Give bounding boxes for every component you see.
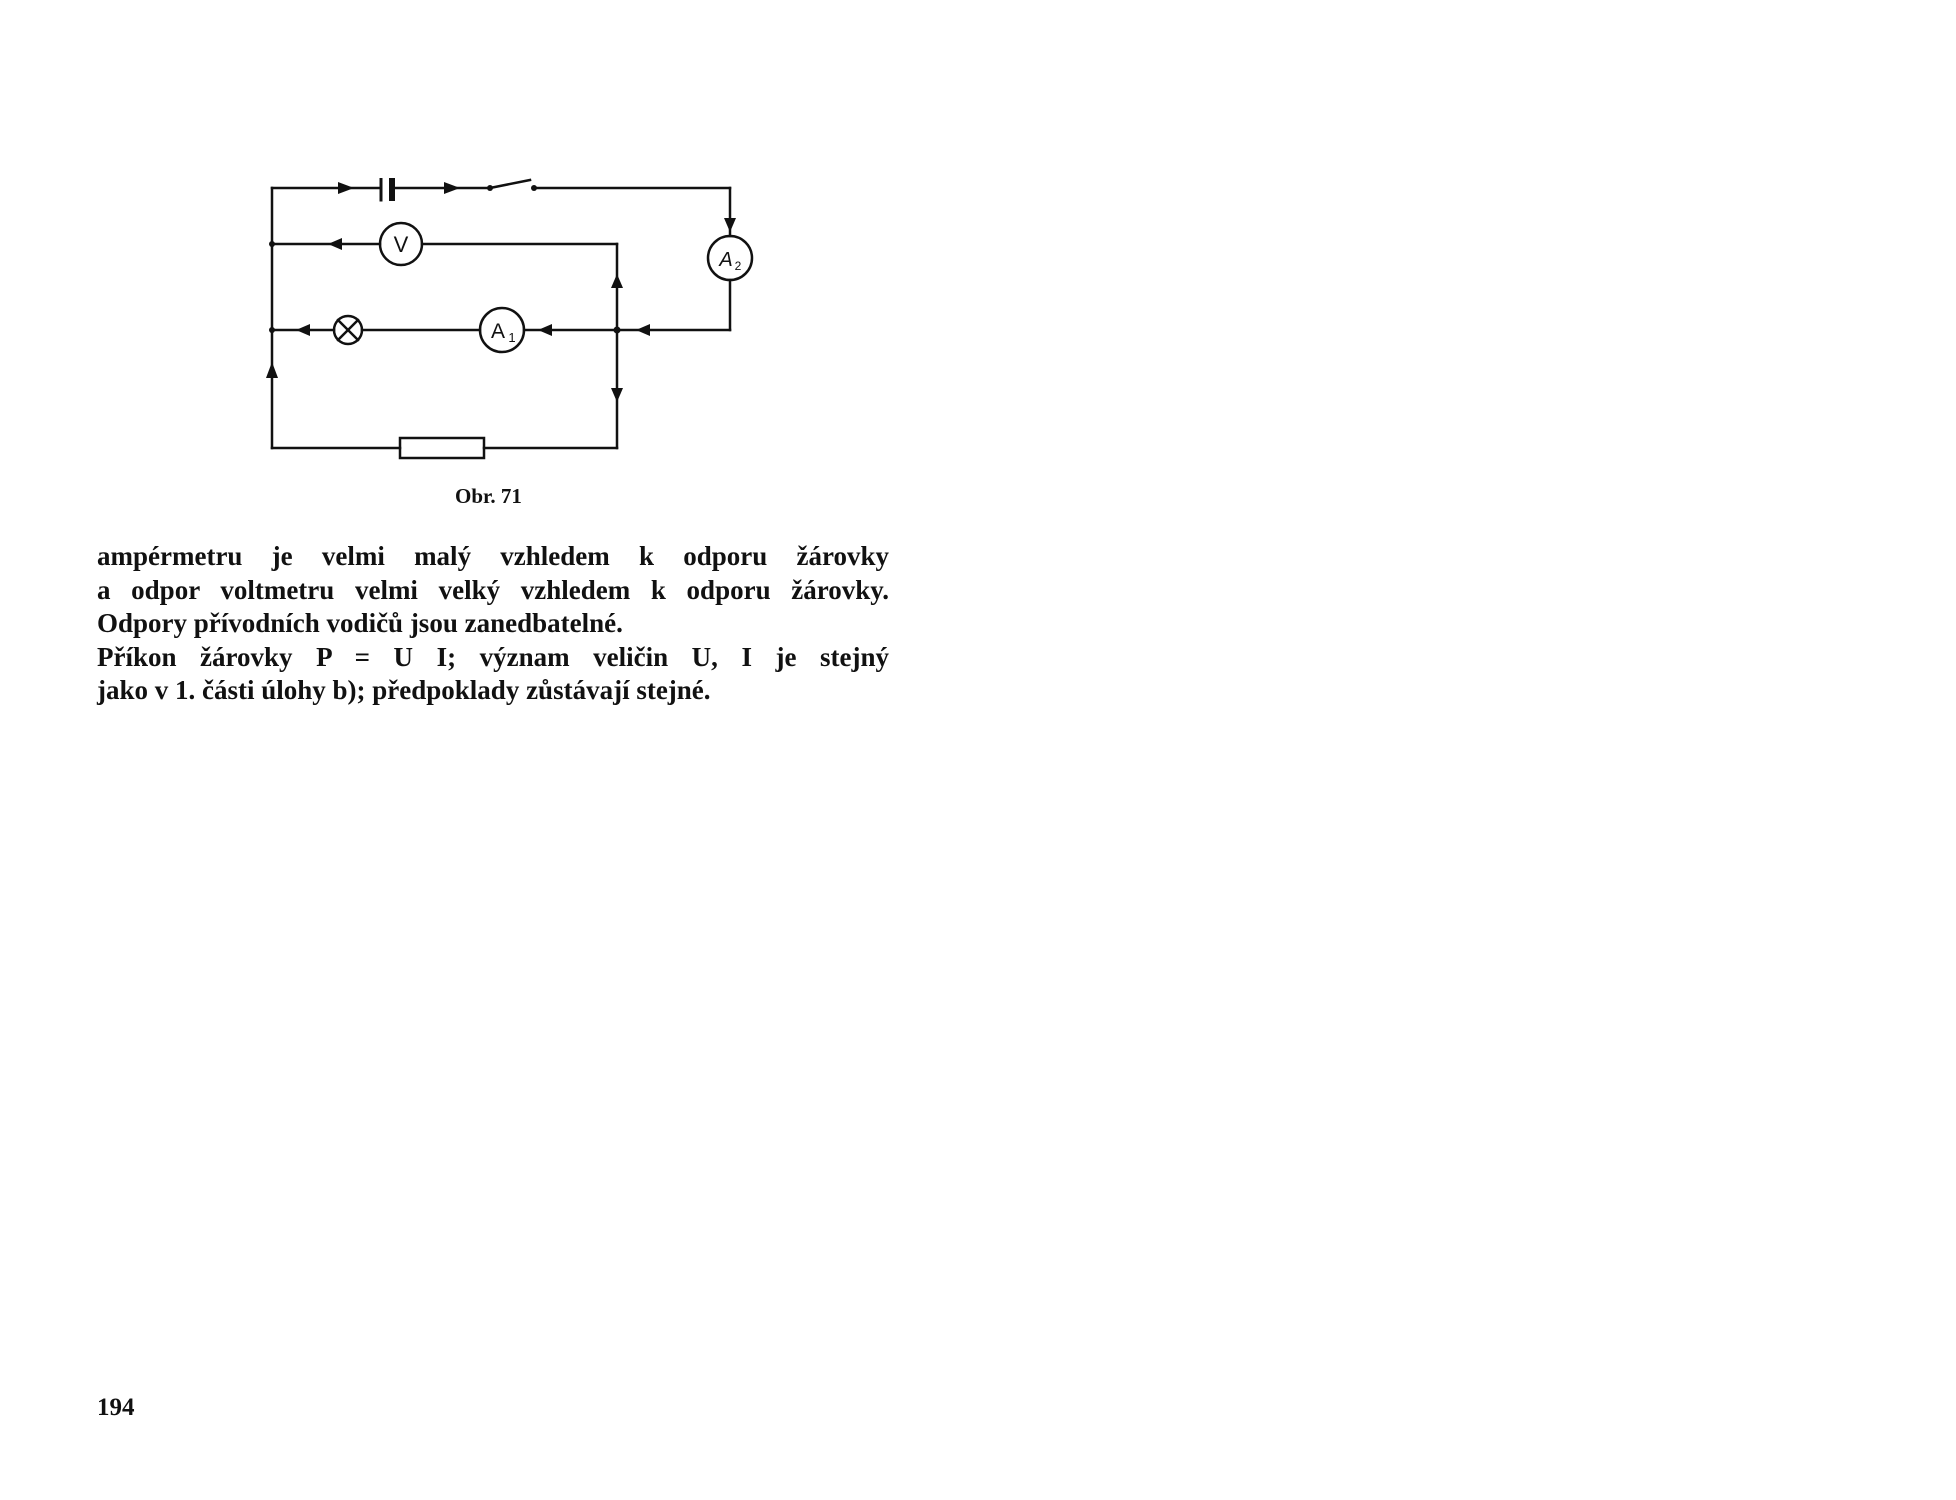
- ammeter-1-subscript: 1: [508, 330, 516, 345]
- figure-caption: Obr. 71: [455, 484, 522, 508]
- ammeter-2-label: A: [719, 249, 733, 271]
- ammeter-2-subscript: 2: [734, 259, 742, 273]
- circuit-diagram: [262, 178, 766, 468]
- left-line: a odpor voltmetru velmi velký vzhledem k odporu žárovky.: [97, 574, 889, 605]
- voltmeter-label: V: [393, 232, 409, 257]
- left-line: Příkon žárovky P = U I; význam veličin U, I je stejný: [97, 641, 889, 672]
- left-body-text: [97, 540, 889, 708]
- left-line: ampérmetru je velmi malý vzhledem k odporu žárovky: [97, 541, 889, 571]
- right-page: [978, 0, 1956, 1500]
- ammeter-1-label: A: [490, 320, 506, 343]
- left-line: Odpory přívodních vodičů jsou zanedbatelné.: [97, 608, 623, 638]
- page-number-left: 194: [97, 1394, 135, 1421]
- left-line: jako v 1. části úlohy b); předpoklady zůstávají stejné.: [97, 675, 711, 705]
